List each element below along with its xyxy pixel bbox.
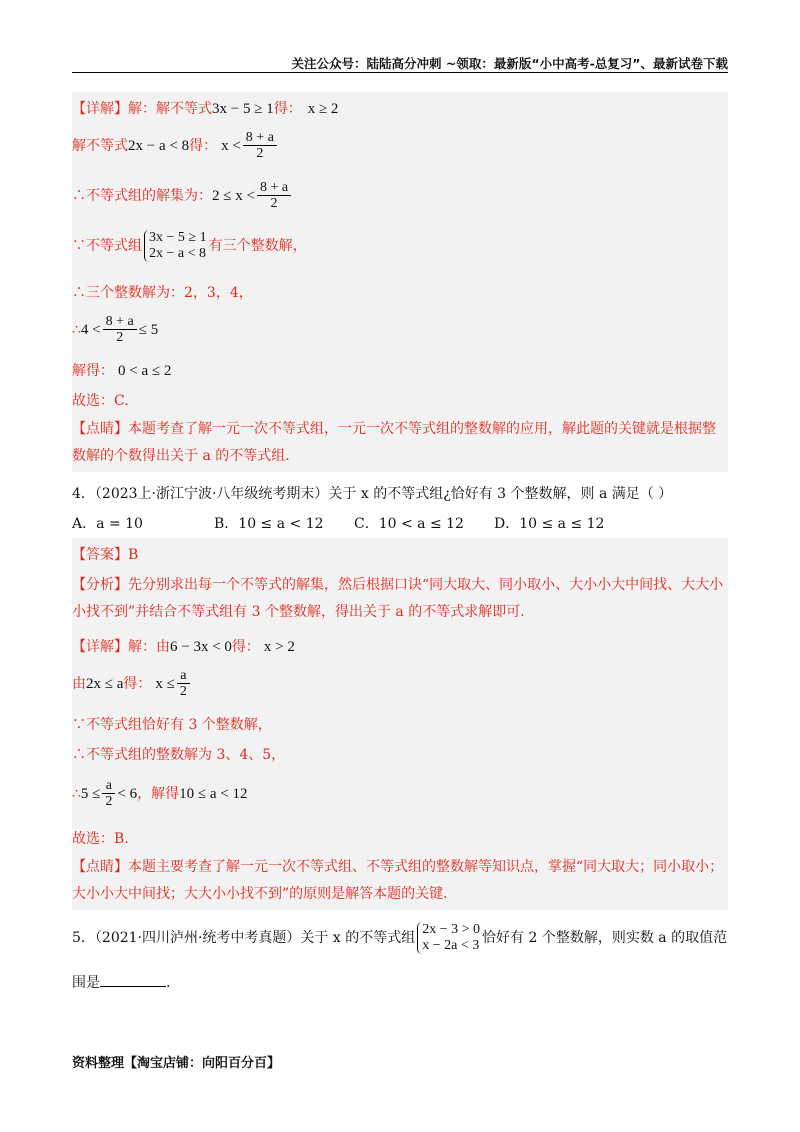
fraction: $\frac{8 + a}{2}$ <box>257 180 291 212</box>
option-b: B．10 ≤ a < 12 <box>214 516 324 532</box>
q5-stem: 5．（2021·四川泸州·统考中考真题）关于 x 的不等式组 2x − 3 > 0 x − 2a < 3 恰好有 2 个整数解，则实数 a 的取值范 <box>72 922 728 954</box>
inequality-system: 3x − 5 ≥ 1 2x − a < 8 <box>144 230 207 262</box>
q3-line-8: 故选：C. <box>72 393 129 409</box>
option-d: D．10 ≤ a ≤ 12 <box>494 516 605 532</box>
option-c: C．10 < a ≤ 12 <box>354 516 464 532</box>
option-a: A．a = 10 <box>72 516 143 532</box>
answer-blank[interactable] <box>100 972 166 987</box>
q3-line-2: 解不等式2x − a < 8得： x < $\frac{8 + a}{2}$ <box>72 130 279 162</box>
q4-stem: 4．（2023上·浙江宁波·八年级统考期末）关于 x 的不等式组¿恰好有 3 个整数解，则 a 满足（ ） <box>72 486 673 502</box>
fraction: $\frac{8 + a}{2}$ <box>103 314 137 346</box>
q4-detail-3: ∵不等式组恰好有 3 个整数解， <box>72 717 272 733</box>
q4-answer: 【答案】B <box>72 547 139 563</box>
q4-detail-2: 由2x ≤ a得： x ≤ $\frac{a}{2}$ <box>72 668 192 700</box>
q4-detail-6: 故选：B. <box>72 831 129 847</box>
page-footer: 资料整理【淘宝店铺：向阳百分百】 <box>72 1056 281 1071</box>
q4-detail-5: ∴5 ≤ $\frac{a}{2}$ < 6，解得10 ≤ a < 12 <box>72 778 248 810</box>
analysis-tag: 【分析】 <box>72 577 128 593</box>
q3-line-3: ∴不等式组的解集为：2 ≤ x < $\frac{8 + a}{2}$ <box>72 180 293 212</box>
q3-solution-box <box>72 92 728 472</box>
q3-line-1: 【详解】解：解不等式3x − 5 ≥ 1得： x ≥ 2 <box>72 101 339 117</box>
q4-comment: 【点睛】本题主要考查了解一元一次不等式组、不等式组的整数解等知识点，掌握“同大取大；同小取小；大小小大中间找；大大小小找不到”的原则是解答本题的关键. <box>72 859 724 902</box>
detail-tag: 【详解】 <box>72 639 128 655</box>
inequality-system: 2x − 3 > 0 x − 2a < 3 <box>417 922 480 954</box>
q3-line-7: 解得： 0 < a ≤ 2 <box>72 363 172 379</box>
answer-tag: 【答案】 <box>72 547 128 563</box>
fraction: $\frac{8 + a}{2}$ <box>243 130 277 162</box>
q3-comment: 【点睛】本题考查了解一元一次不等式组，一元一次不等式组的整数解的应用，解此题的关键就是根据整数解的个数得出关于 a 的不等式组. <box>72 421 716 464</box>
fraction: $\frac{a}{2}$ <box>102 778 115 810</box>
comment-tag: 【点睛】 <box>72 859 128 875</box>
fraction: $\frac{a}{2}$ <box>177 668 190 700</box>
comment-tag: 【点睛】 <box>72 421 128 437</box>
q4-detail-4: ∴不等式组的整数解为 3、4、5， <box>72 747 286 763</box>
q3-line-5: ∴三个整数解为：2，3，4， <box>72 285 253 301</box>
q5-stem-line-2: 围是 . <box>72 972 170 992</box>
q3-line-6: ∴4 < $\frac{8 + a}{2}$ ≤ 5 <box>72 314 159 346</box>
q4-detail-1: 【详解】解：由6 − 3x < 0得： x > 2 <box>72 639 295 655</box>
detail-tag: 【详解】 <box>72 101 128 117</box>
q4-solution-box <box>72 538 728 910</box>
header-rule <box>72 72 728 73</box>
page-header: 关注公众号：陆陆高分冲刺 ~领取：最新版“小中高考-总复习”、最新试卷下载 <box>291 56 728 71</box>
q4-analysis: 【分析】先分别求出每一个不等式的解集，然后根据口诀“同大取大、同小取小、大小小大中间找、大大小小找不到”并结合不等式组有 3 个整数解，得出关于 a 的不等式求解即可. <box>72 577 724 620</box>
q3-line-4: ∵不等式组 3x − 5 ≥ 1 2x − a < 8 有三个整数解， <box>72 230 307 262</box>
